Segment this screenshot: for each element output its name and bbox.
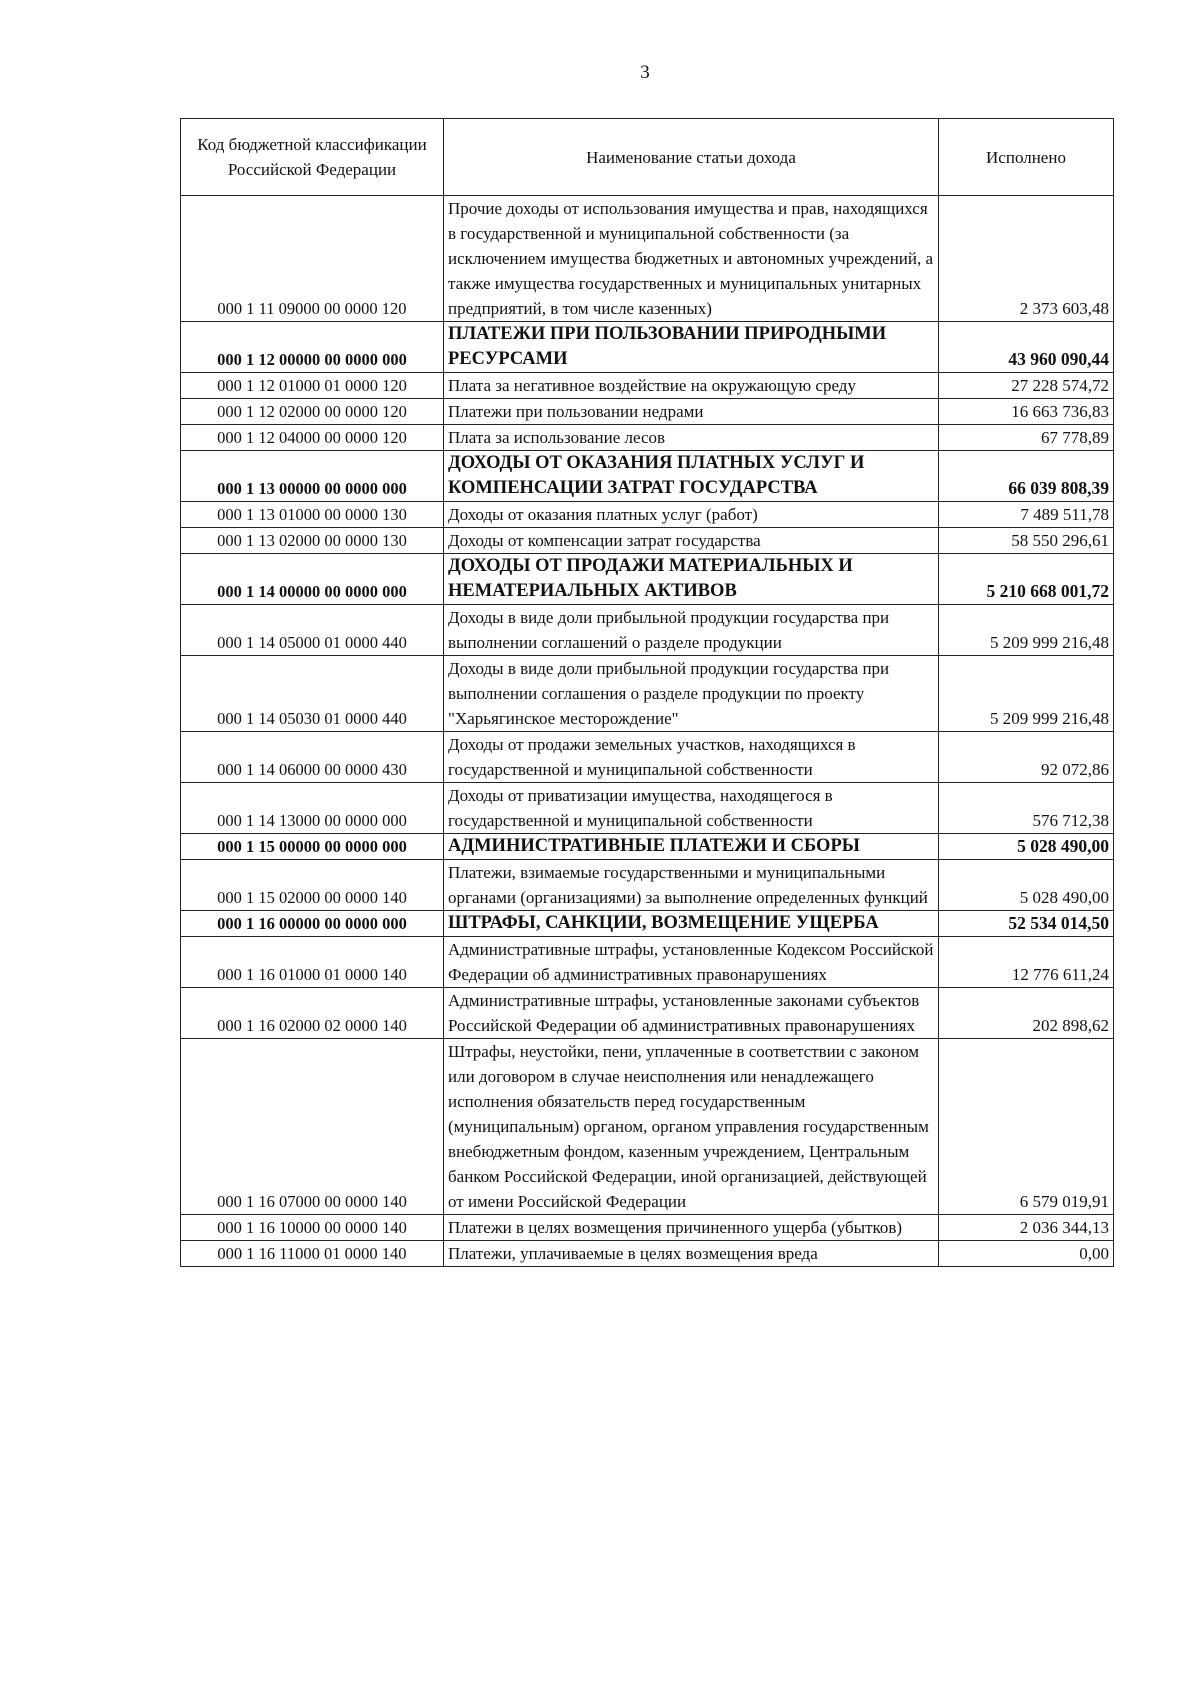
revenue-item-name: Штрафы, неустойки, пени, уплаченные в соответствии с законом или договором в случае неисполнения или ненадлежащего исполнения обязательств перед государственным (муниципальным) органом, органом управления государственным внебюджетным фондом, казенным учреждением, Центральным банком Российской Федерации, иной организацией, действующей от имени Российской Федерации <box>444 1039 939 1215</box>
budget-code: 000 1 12 04000 00 0000 120 <box>181 425 444 451</box>
revenue-item-name: ПЛАТЕЖИ ПРИ ПОЛЬЗОВАНИИ ПРИРОДНЫМИ РЕСУРСАМИ <box>444 322 939 373</box>
table-row <box>181 502 1114 528</box>
executed-amount: 27 228 574,72 <box>939 373 1114 399</box>
revenue-item-name: Прочие доходы от использования имущества и прав, находящихся в государственной и муниципальной собственности (за исключением имущества бюджетных и автономных учреждений, а также имущества государственных и муниципальных унитарных предприятий, в том числе казенных) <box>444 196 939 322</box>
table-row <box>181 732 1114 783</box>
page-number: 3 <box>640 62 650 83</box>
executed-amount: 5 028 490,00 <box>939 834 1114 860</box>
table-body <box>181 196 1114 1267</box>
executed-amount: 2 373 603,48 <box>939 196 1114 322</box>
budget-code: 000 1 12 01000 01 0000 120 <box>181 373 444 399</box>
executed-amount: 5 209 999 216,48 <box>939 656 1114 732</box>
executed-amount: 202 898,62 <box>939 988 1114 1039</box>
executed-amount: 43 960 090,44 <box>939 322 1114 373</box>
executed-amount: 5 210 668 001,72 <box>939 554 1114 605</box>
header-code: Код бюджетной классификации Российской Федерации <box>181 119 444 196</box>
executed-amount: 52 534 014,50 <box>939 911 1114 937</box>
revenue-item-name: Доходы в виде доли прибыльной продукции государства при выполнении соглашения о разделе продукции по проекту "Харьягинское месторождение" <box>444 656 939 732</box>
budget-code: 000 1 14 00000 00 0000 000 <box>181 554 444 605</box>
executed-amount: 58 550 296,61 <box>939 528 1114 554</box>
table-row <box>181 783 1114 834</box>
revenue-item-name: Платежи, взимаемые государственными и муниципальными органами (организациями) за выполнение определенных функций <box>444 860 939 911</box>
budget-code: 000 1 13 00000 00 0000 000 <box>181 451 444 502</box>
revenue-item-name: ДОХОДЫ ОТ ПРОДАЖИ МАТЕРИАЛЬНЫХ И НЕМАТЕРИАЛЬНЫХ АКТИВОВ <box>444 554 939 605</box>
table-row <box>181 196 1114 322</box>
table-row-section <box>181 911 1114 937</box>
revenue-item-name: Платежи в целях возмещения причиненного ущерба (убытков) <box>444 1215 939 1241</box>
budget-code: 000 1 15 00000 00 0000 000 <box>181 834 444 860</box>
executed-amount: 67 778,89 <box>939 425 1114 451</box>
table-row <box>181 988 1114 1039</box>
revenue-item-name: Платежи при пользовании недрами <box>444 399 939 425</box>
budget-code: 000 1 16 02000 02 0000 140 <box>181 988 444 1039</box>
table-row <box>181 399 1114 425</box>
table-row <box>181 1215 1114 1241</box>
budget-code: 000 1 14 06000 00 0000 430 <box>181 732 444 783</box>
budget-code: 000 1 15 02000 00 0000 140 <box>181 860 444 911</box>
budget-code: 000 1 12 02000 00 0000 120 <box>181 399 444 425</box>
table-row <box>181 528 1114 554</box>
revenue-item-name: Плата за использование лесов <box>444 425 939 451</box>
revenue-item-name: Доходы от оказания платных услуг (работ) <box>444 502 939 528</box>
executed-amount: 5 028 490,00 <box>939 860 1114 911</box>
table-row-section <box>181 834 1114 860</box>
revenue-item-name: Плата за негативное воздействие на окружающую среду <box>444 373 939 399</box>
revenue-item-name: Административные штрафы, установленные законами субъектов Российской Федерации об административных правонарушениях <box>444 988 939 1039</box>
header-value: Исполнено <box>939 119 1114 196</box>
executed-amount: 5 209 999 216,48 <box>939 605 1114 656</box>
budget-code: 000 1 16 10000 00 0000 140 <box>181 1215 444 1241</box>
revenue-item-name: Административные штрафы, установленные Кодексом Российской Федерации об административных правонарушениях <box>444 937 939 988</box>
budget-code: 000 1 12 00000 00 0000 000 <box>181 322 444 373</box>
table-row <box>181 937 1114 988</box>
revenue-item-name: ДОХОДЫ ОТ ОКАЗАНИЯ ПЛАТНЫХ УСЛУГ И КОМПЕНСАЦИИ ЗАТРАТ ГОСУДАРСТВА <box>444 451 939 502</box>
budget-code: 000 1 13 01000 00 0000 130 <box>181 502 444 528</box>
budget-code: 000 1 14 05000 01 0000 440 <box>181 605 444 656</box>
executed-amount: 92 072,86 <box>939 732 1114 783</box>
revenue-table <box>180 118 1114 1267</box>
executed-amount: 7 489 511,78 <box>939 502 1114 528</box>
budget-code: 000 1 11 09000 00 0000 120 <box>181 196 444 322</box>
budget-code: 000 1 16 07000 00 0000 140 <box>181 1039 444 1215</box>
budget-code: 000 1 13 02000 00 0000 130 <box>181 528 444 554</box>
executed-amount: 66 039 808,39 <box>939 451 1114 502</box>
revenue-item-name: Доходы от продажи земельных участков, находящихся в государственной и муниципальной собственности <box>444 732 939 783</box>
budget-code: 000 1 16 11000 01 0000 140 <box>181 1241 444 1267</box>
revenue-item-name: Доходы от компенсации затрат государства <box>444 528 939 554</box>
revenue-item-name: Платежи, уплачиваемые в целях возмещения вреда <box>444 1241 939 1267</box>
table-row <box>181 1241 1114 1267</box>
table-row <box>181 373 1114 399</box>
table-header-row <box>181 119 1114 196</box>
header-name: Наименование статьи дохода <box>444 119 939 196</box>
table-row-section <box>181 554 1114 605</box>
executed-amount: 2 036 344,13 <box>939 1215 1114 1241</box>
executed-amount: 576 712,38 <box>939 783 1114 834</box>
executed-amount: 12 776 611,24 <box>939 937 1114 988</box>
table-row-section <box>181 451 1114 502</box>
budget-code: 000 1 16 01000 01 0000 140 <box>181 937 444 988</box>
table-row <box>181 1039 1114 1215</box>
revenue-item-name: АДМИНИСТРАТИВНЫЕ ПЛАТЕЖИ И СБОРЫ <box>444 834 939 860</box>
budget-code: 000 1 14 05030 01 0000 440 <box>181 656 444 732</box>
revenue-item-name: ШТРАФЫ, САНКЦИИ, ВОЗМЕЩЕНИЕ УЩЕРБА <box>444 911 939 937</box>
table-row <box>181 605 1114 656</box>
table-row <box>181 656 1114 732</box>
budget-code: 000 1 14 13000 00 0000 000 <box>181 783 444 834</box>
table-row-section <box>181 322 1114 373</box>
table-row <box>181 860 1114 911</box>
revenue-item-name: Доходы в виде доли прибыльной продукции государства при выполнении соглашений о разделе продукции <box>444 605 939 656</box>
budget-code: 000 1 16 00000 00 0000 000 <box>181 911 444 937</box>
table-row <box>181 425 1114 451</box>
executed-amount: 6 579 019,91 <box>939 1039 1114 1215</box>
revenue-item-name: Доходы от приватизации имущества, находящегося в государственной и муниципальной собственности <box>444 783 939 834</box>
executed-amount: 0,00 <box>939 1241 1114 1267</box>
executed-amount: 16 663 736,83 <box>939 399 1114 425</box>
